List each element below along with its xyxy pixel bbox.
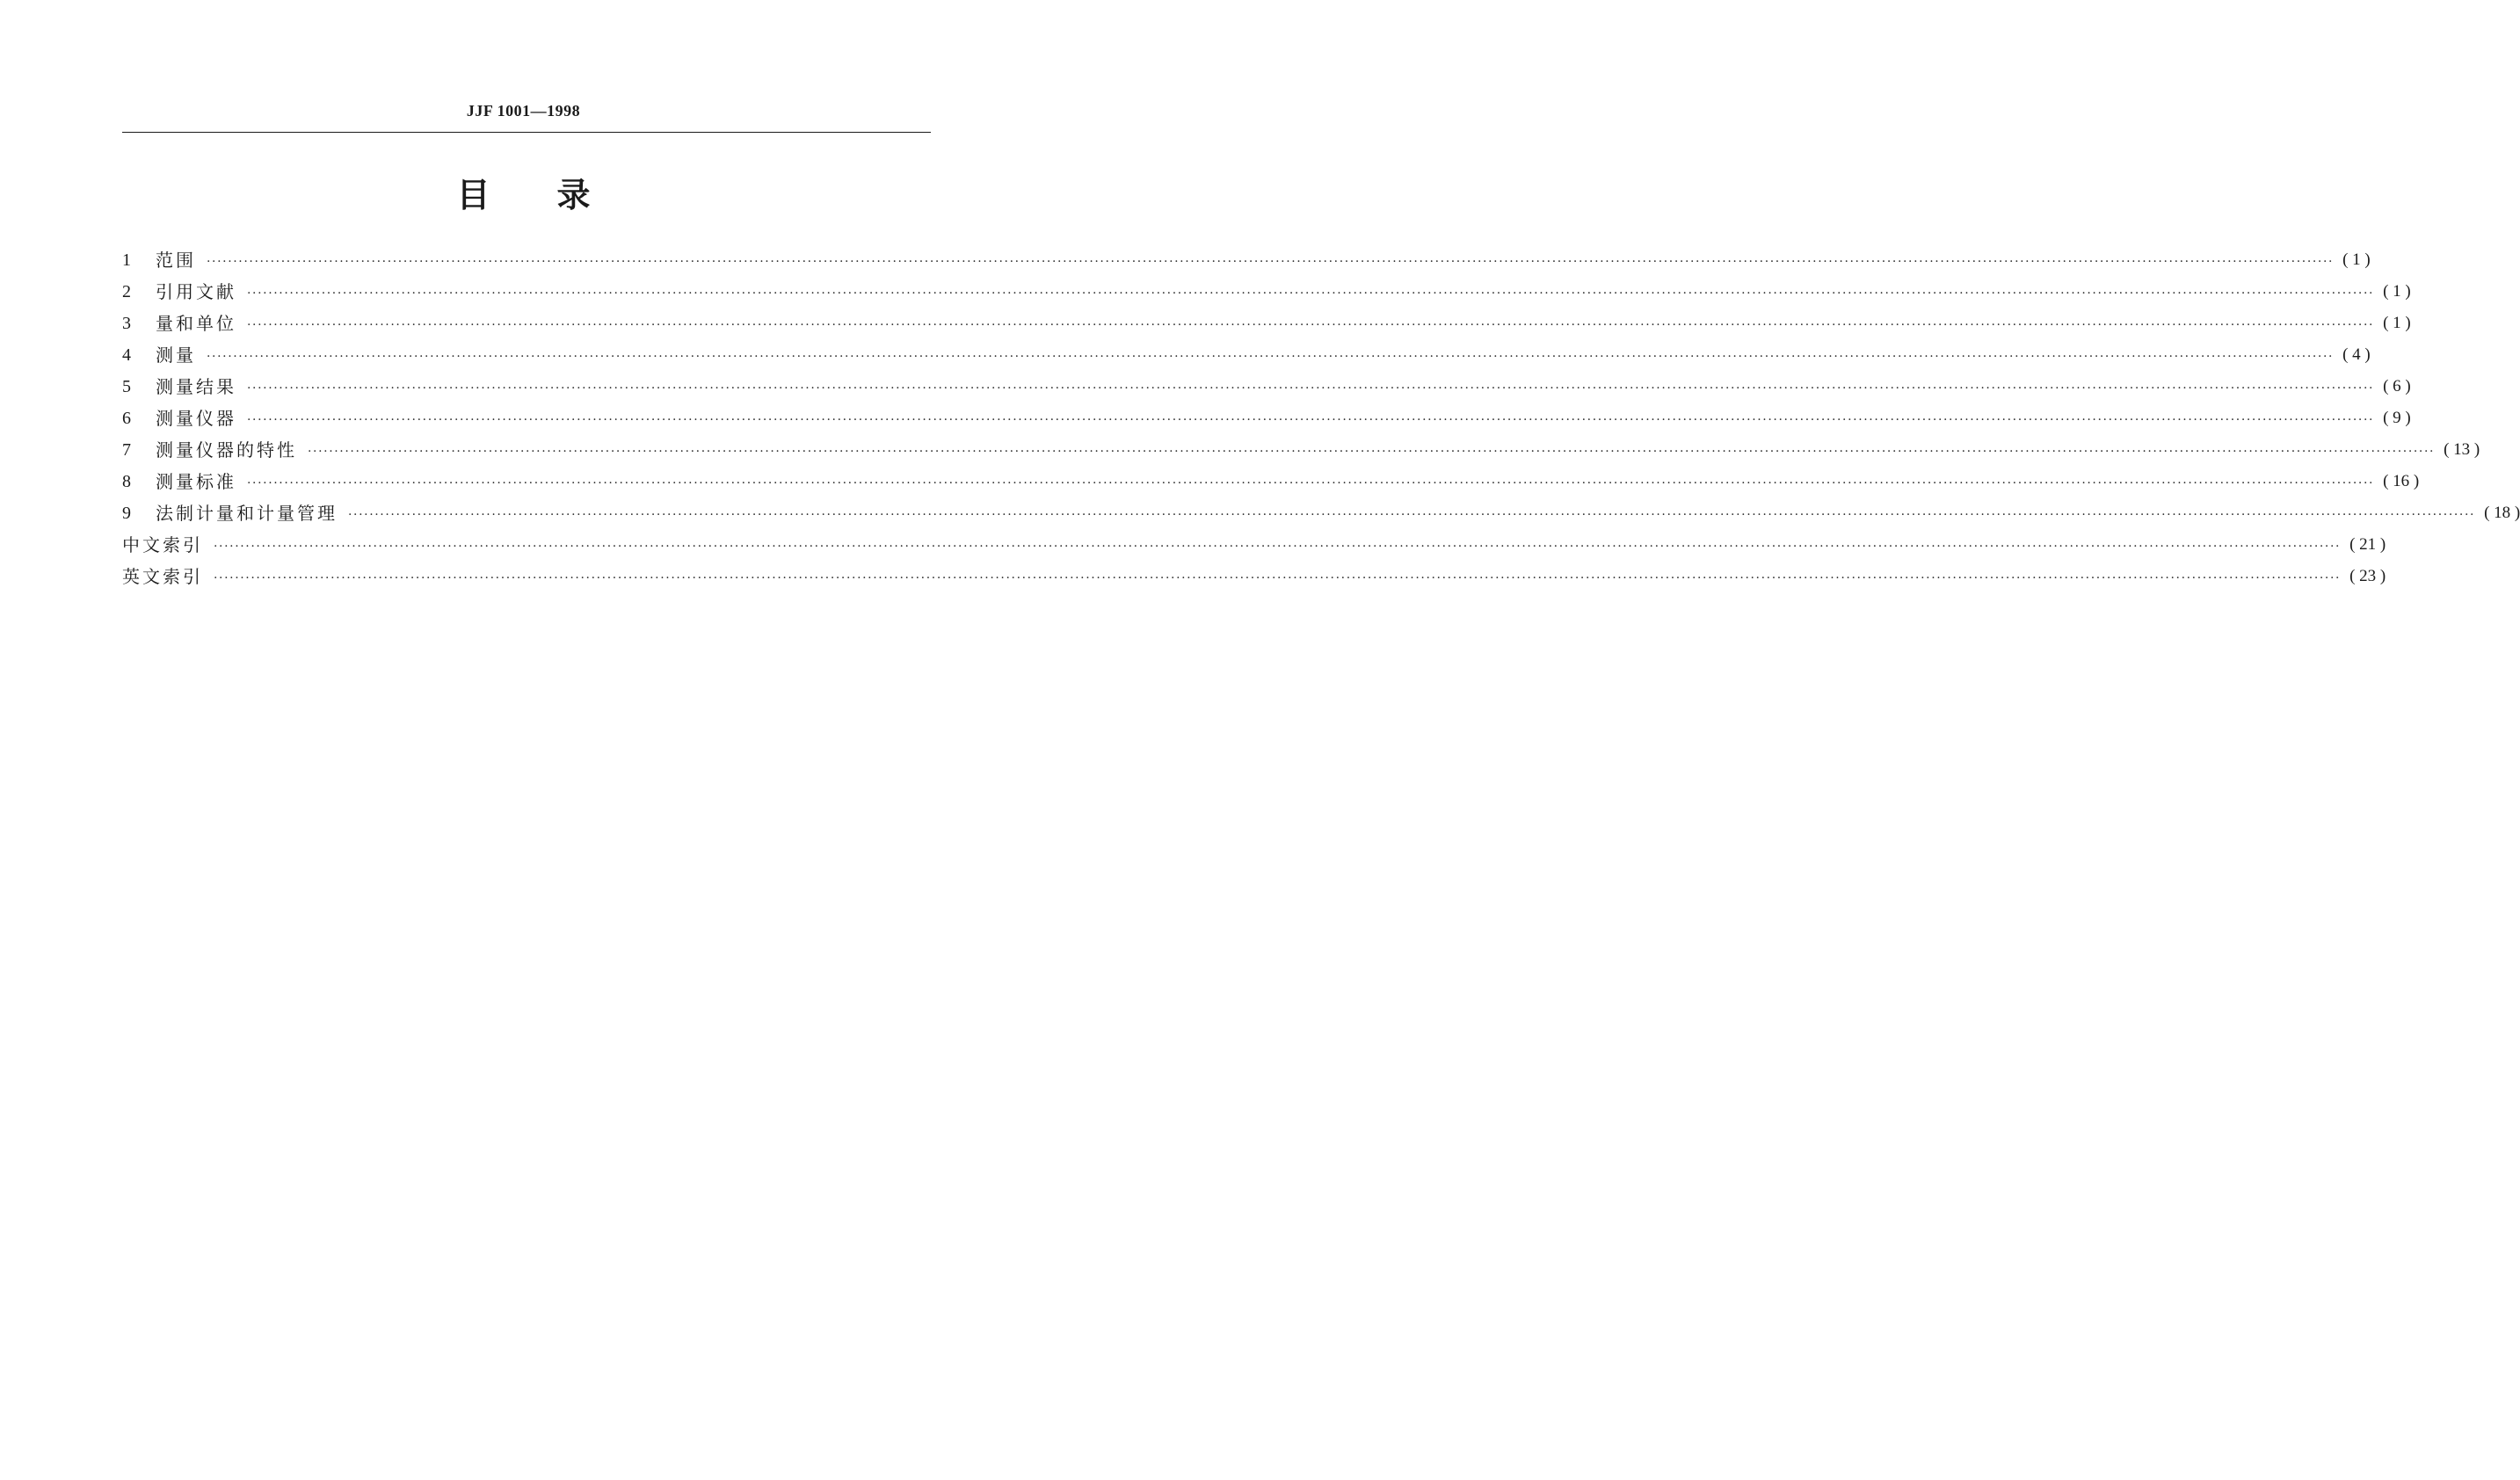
toc-entry-number: 3 — [122, 314, 131, 333]
toc-entry-page: ( 1 ) — [2383, 282, 2411, 301]
table-of-contents — [122, 244, 2520, 592]
dot-leader: ················································································································································································································································································································································································································ — [247, 287, 2375, 301]
dot-leader: ················································································································································································································································································································································································································ — [348, 508, 2476, 522]
dot-leader: ················································································································································································································································································································································································································ — [214, 571, 2342, 585]
toc-entry-number: 2 — [122, 282, 131, 301]
toc-entry[interactable] — [122, 561, 2386, 592]
toc-entry[interactable] — [122, 276, 2411, 308]
toc-entry-page: ( 6 ) — [2383, 377, 2411, 395]
dot-leader: ················································································································································································································································································································································································································ — [247, 381, 2375, 395]
toc-entry[interactable] — [122, 403, 2411, 434]
toc-entry-label: 测量仪器的特性 — [156, 439, 297, 461]
toc-entry-page: ( 18 ) — [2484, 504, 2520, 522]
toc-entry[interactable] — [122, 466, 2420, 497]
toc-entry[interactable] — [122, 244, 2371, 276]
toc-entry-label: 法制计量和计量管理 — [156, 503, 338, 524]
toc-entry-label: 中文索引 — [122, 534, 203, 555]
toc-entry-page: ( 1 ) — [2342, 250, 2371, 269]
dot-leader: ················································································································································································································································································································································································································ — [207, 255, 2335, 269]
toc-entry-page: ( 21 ) — [2349, 535, 2386, 554]
dot-leader: ················································································································································································································································································································································································································ — [247, 318, 2375, 332]
toc-entry-number: 1 — [122, 250, 131, 270]
toc-entry[interactable] — [122, 339, 2371, 371]
dot-leader: ················································································································································································································································································································································································································ — [247, 413, 2375, 427]
dot-leader: ················································································································································································································································································································································································································ — [214, 540, 2342, 554]
toc-entry-number: 5 — [122, 377, 131, 396]
toc-entry-label: 英文索引 — [122, 566, 203, 587]
toc-entry-number: 7 — [122, 440, 131, 460]
header-divider — [122, 132, 931, 133]
toc-entry-page: ( 1 ) — [2383, 314, 2411, 332]
toc-entry-number: 6 — [122, 409, 131, 428]
toc-entry-label: 测量结果 — [156, 376, 236, 397]
toc-entry-number: 8 — [122, 472, 131, 491]
toc-entry-label: 测量标准 — [156, 471, 236, 492]
toc-entry-label: 测量仪器 — [156, 408, 236, 429]
toc-entry-label: 引用文献 — [156, 281, 236, 302]
toc-entry-number: 9 — [122, 504, 131, 523]
toc-entry-label: 量和单位 — [156, 313, 236, 334]
toc-entry[interactable] — [122, 497, 2520, 529]
dot-leader: ················································································································································································································································································································································································································ — [247, 476, 2375, 490]
toc-entry-page: ( 9 ) — [2383, 409, 2411, 427]
toc-entry-label: 范围 — [156, 250, 196, 271]
toc-entry-page: ( 13 ) — [2444, 440, 2480, 459]
page-title: 目录 — [456, 176, 657, 214]
dot-leader: ················································································································································································································································································································································································································ — [207, 350, 2335, 364]
toc-entry-label: 测量 — [156, 345, 196, 366]
toc-entry-page: ( 16 ) — [2383, 472, 2420, 490]
toc-entry-number: 4 — [122, 345, 131, 365]
toc-entry[interactable] — [122, 434, 2480, 466]
toc-entry[interactable] — [122, 308, 2411, 339]
toc-entry-page: ( 4 ) — [2342, 345, 2371, 364]
toc-entry[interactable] — [122, 529, 2386, 561]
dot-leader: ················································································································································································································································································································································································································ — [308, 445, 2436, 459]
document-code-header: JJF 1001—1998 — [466, 102, 581, 120]
toc-entry-page: ( 23 ) — [2349, 567, 2386, 585]
toc-entry[interactable] — [122, 371, 2411, 403]
